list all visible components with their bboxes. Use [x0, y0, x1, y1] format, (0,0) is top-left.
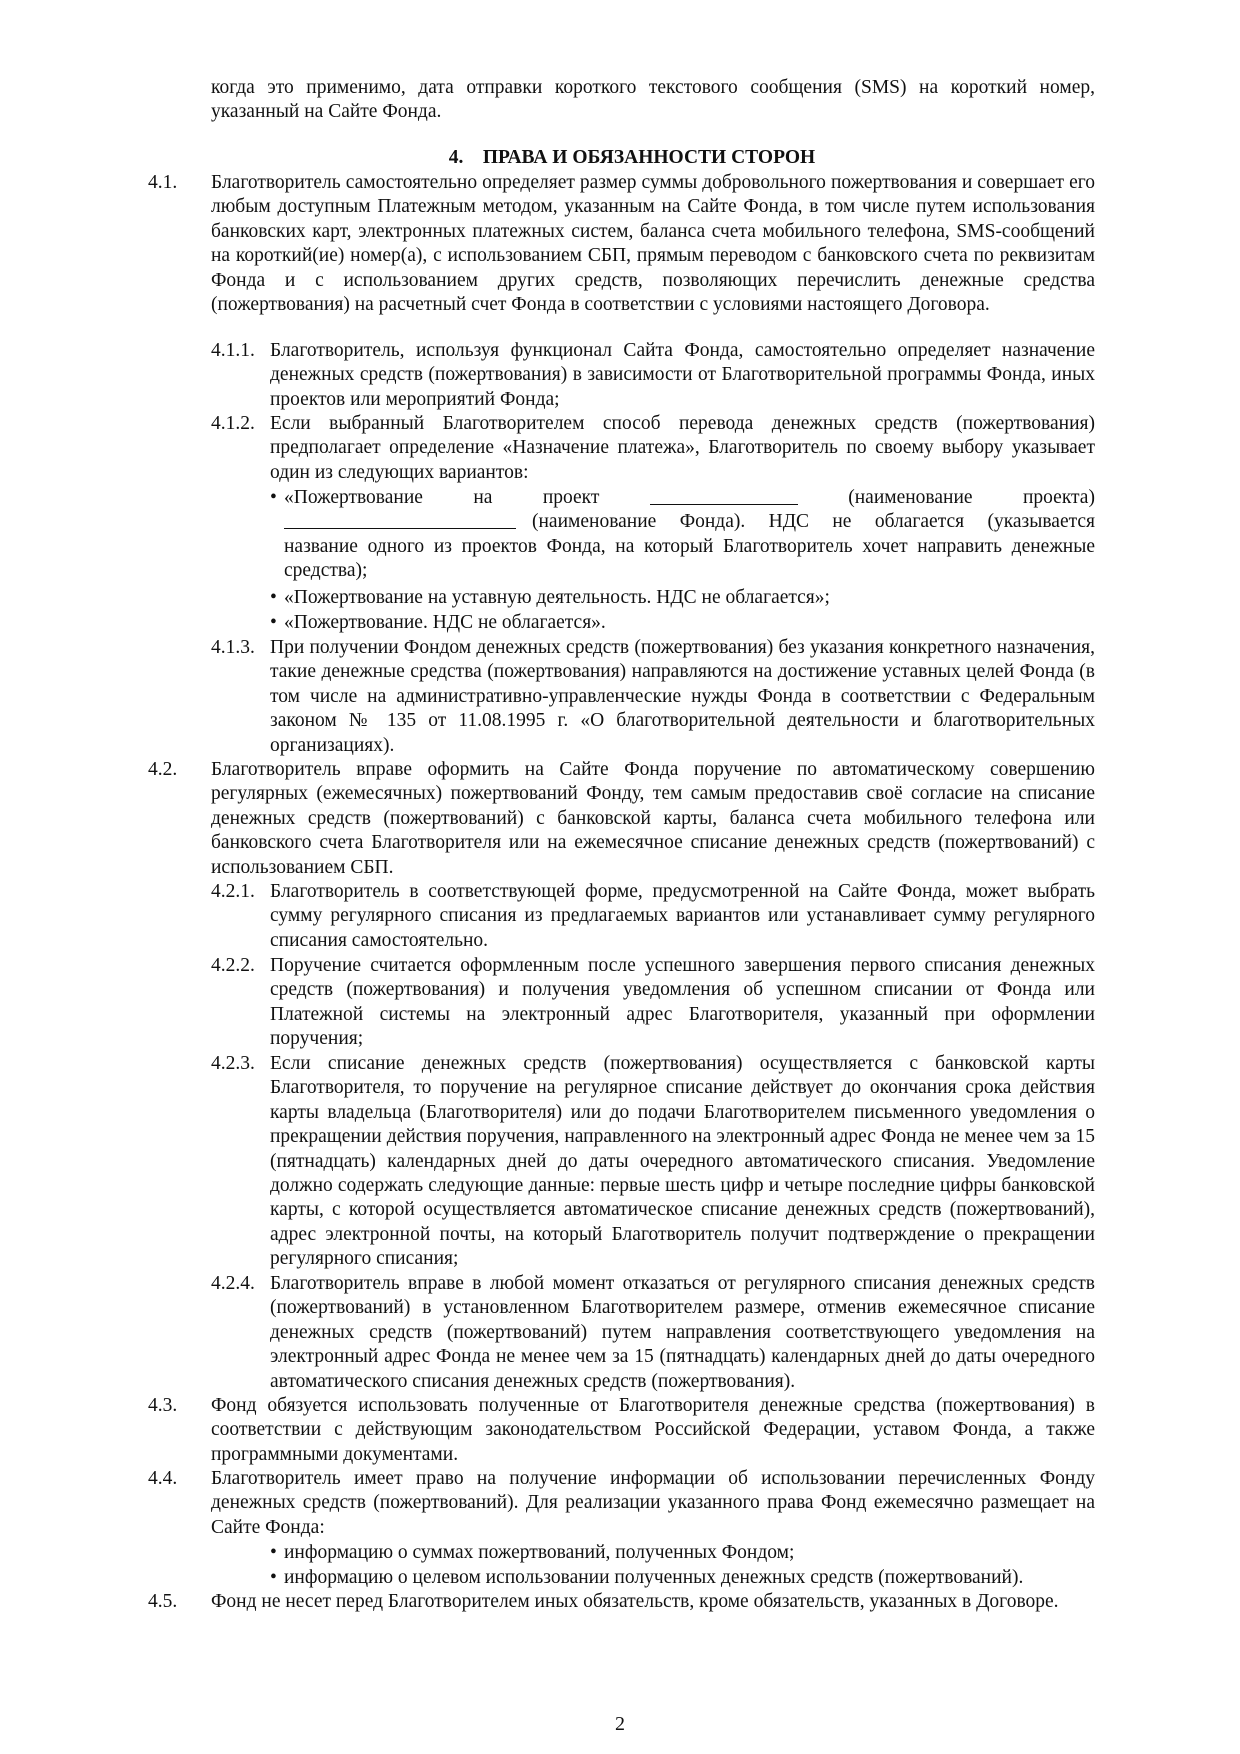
fund-name-blank	[284, 510, 516, 529]
clause-text: Поручение считается оформленным после успешного завершения первого списания денежных средств (пожертвования) и получения уведомления об успешном списании от Фонда или Платежной системы на электронный адрес Благотворителя, указанный при оформлении поручения;	[270, 955, 1095, 1050]
clause-text: Если списание денежных средств (пожертвования) осуществляется с банковской карты Благотворителя, то поручение на регулярное списание действует до окончания срока действия карты владельца (Благотворителя) или до подачи Благотворителем письменного уведомления о прекращении действия поручения, направленного на электронный адрес Фонда не менее чем за 15 (пятнадцать) календарных дней до даты очередного автоматического списания. Уведомление должно содержать следующие данные: первые шесть цифр и четыре последние цифры банковской карты, с которой осуществляется автоматическое списание денежных средств (пожертвований), адрес электронной почты, на который Благотворитель получит подтверждение о прекращении регулярного списания;	[270, 1053, 1095, 1270]
intro-paragraph: когда это применимо, дата отправки короткого текстового сообщения (SMS) на короткий номер, указанный на Сайте Фонда.	[211, 77, 1095, 123]
clause-text: Благотворитель имеет право на получение информации об использовании перечисленных Фонду денежных средств (пожертвований). Для реализации указанного права Фонд ежемесячно размещает на Сайте Фонда:	[211, 1468, 1095, 1538]
bullet-icon: •	[270, 1542, 277, 1563]
clause-number: 4.2.1.	[211, 881, 255, 902]
section-heading	[0, 146, 1240, 170]
clause-4-1-1	[211, 339, 1095, 412]
clause-number: 4.1.3.	[211, 637, 255, 658]
clause-4-4	[148, 1467, 1095, 1540]
clause-number: 4.2.	[148, 759, 178, 780]
bullet-statutory-donation: • «Пожертвование на уставную деятельность. НДС не облагается»;	[270, 586, 1095, 610]
page-number: 2	[615, 1713, 625, 1735]
project-name-blank	[650, 486, 798, 505]
bullet-donation-sums: • информацию о суммах пожертвований, полученных Фондом;	[270, 1541, 1095, 1565]
clause-4-5	[148, 1590, 1095, 1614]
clause-text: Благотворитель вправе в любой момент отказаться от регулярного списания денежных средств (пожертвований) в установленном Благотворителем размере, отменив ежемесячное списание денежных средств (пожертвований) путем направления соответствующего уведомления на электронный адрес Фонда не менее чем за 15 (пятнадцать) календарных дней до даты очередного автоматического списания денежных средств (пожертвования).	[270, 1273, 1095, 1392]
clause-number: 4.2.2.	[211, 955, 255, 976]
clause-4-2	[148, 758, 1095, 880]
clause-text: Если выбранный Благотворителем способ перевода денежных средств (пожертвования) предполагает определение «Назначение платежа», Благотворитель по своему выбору указывает один из следующих вариантов:	[270, 413, 1095, 483]
bullet-icon: •	[270, 487, 277, 508]
clause-text: Фонд не несет перед Благотворителем иных обязательств, кроме обязательств, указанных в Договоре.	[211, 1591, 1059, 1612]
bullet-targeted-use: • информацию о целевом использовании полученных денежных средств (пожертвований).	[270, 1566, 1095, 1590]
bullet-project-donation: • «Пожертвование на проект (наименование проекта) (наименование Фонда). НДС не облагается (указывается название одного из проектов Фонда, на который Благотворитель хочет направить денежные средства);	[270, 487, 1095, 582]
bullet-general-donation: • «Пожертвование. НДС не облагается».	[270, 611, 1095, 635]
clause-4-2-2	[211, 954, 1095, 1052]
clause-4-1	[148, 171, 1095, 317]
clause-number: 4.1.1.	[211, 340, 255, 361]
clause-text: Благотворитель вправе оформить на Сайте Фонда поручение по автоматическому совершению регулярных (ежемесячных) пожертвований Фонду, тем самым предоставив своё согласие на списание денежных средств (пожертвований) с банковской карты, баланса счета мобильного телефона или банковского счета Благотворителя или на ежемесячное списание денежных средств (пожертвований) с использованием СБП.	[211, 759, 1095, 878]
clause-number: 4.1.	[148, 172, 178, 193]
clause-4-1-2	[211, 412, 1095, 485]
clause-number: 4.2.4.	[211, 1273, 255, 1294]
clause-number: 4.5.	[148, 1591, 178, 1612]
bullet-icon: •	[270, 587, 277, 608]
clause-text: Благотворитель самостоятельно определяет размер суммы добровольного пожертвования и совершает его любым доступным Платежным методом, указанным на Сайте Фонда, в том числе путем использования банковских карт, электронных платежных систем, баланса счета мобильного телефона, SMS-сообщений на короткий(ие) номер(а), с использованием СБП, прямым переводом с банковского счета по реквизитам Фонда и с использованием других средств, позволяющих перечислить денежные средства (пожертвования) на расчетный счет Фонда в соответствии с условиями настоящего Договора.	[211, 172, 1095, 316]
clause-4-2-4	[211, 1272, 1095, 1394]
clause-text: При получении Фондом денежных средств (пожертвования) без указания конкретного назначения, такие денежные средства (пожертвования) направляются на достижение уставных целей Фонда (в том числе на административно-управленческие нужды Фонда в соответствии с Федеральным законом № 135 от 11.08.1995 г. «О благотворительной деятельности и благотворительных организациях).	[270, 637, 1095, 756]
clause-text: Благотворитель в соответствующей форме, предусмотренной на Сайте Фонда, может выбрать сумму регулярного списания из предлагаемых вариантов или устанавливает сумму регулярного списания самостоятельно.	[270, 881, 1095, 951]
clause-number: 4.4.	[148, 1468, 178, 1489]
clause-4-2-1	[211, 880, 1095, 953]
clause-4-1-3	[211, 636, 1095, 758]
clause-4-3	[148, 1394, 1095, 1467]
clause-number: 4.2.3.	[211, 1053, 255, 1074]
clause-4-2-3	[211, 1052, 1095, 1272]
clause-number: 4.3.	[148, 1395, 178, 1416]
section-number: 4.	[448, 147, 464, 168]
clause-number: 4.1.2.	[211, 413, 255, 434]
section-title: ПРАВА И ОБЯЗАННОСТИ СТОРОН	[482, 147, 816, 168]
bullet-icon: •	[270, 612, 277, 633]
clause-text: Фонд обязуется использовать полученные от Благотворителя денежные средства (пожертвования) в соответствии с действующим законодательством Российской Федерации, уставом Фонда, а также программными документами.	[211, 1395, 1095, 1465]
clause-text: Благотворитель, используя функционал Сайта Фонда, самостоятельно определяет назначение денежных средств (пожертвования) в зависимости от Благотворительной программы Фонда, иных проектов или мероприятий Фонда;	[270, 340, 1095, 410]
bullet-icon: •	[270, 1567, 277, 1588]
